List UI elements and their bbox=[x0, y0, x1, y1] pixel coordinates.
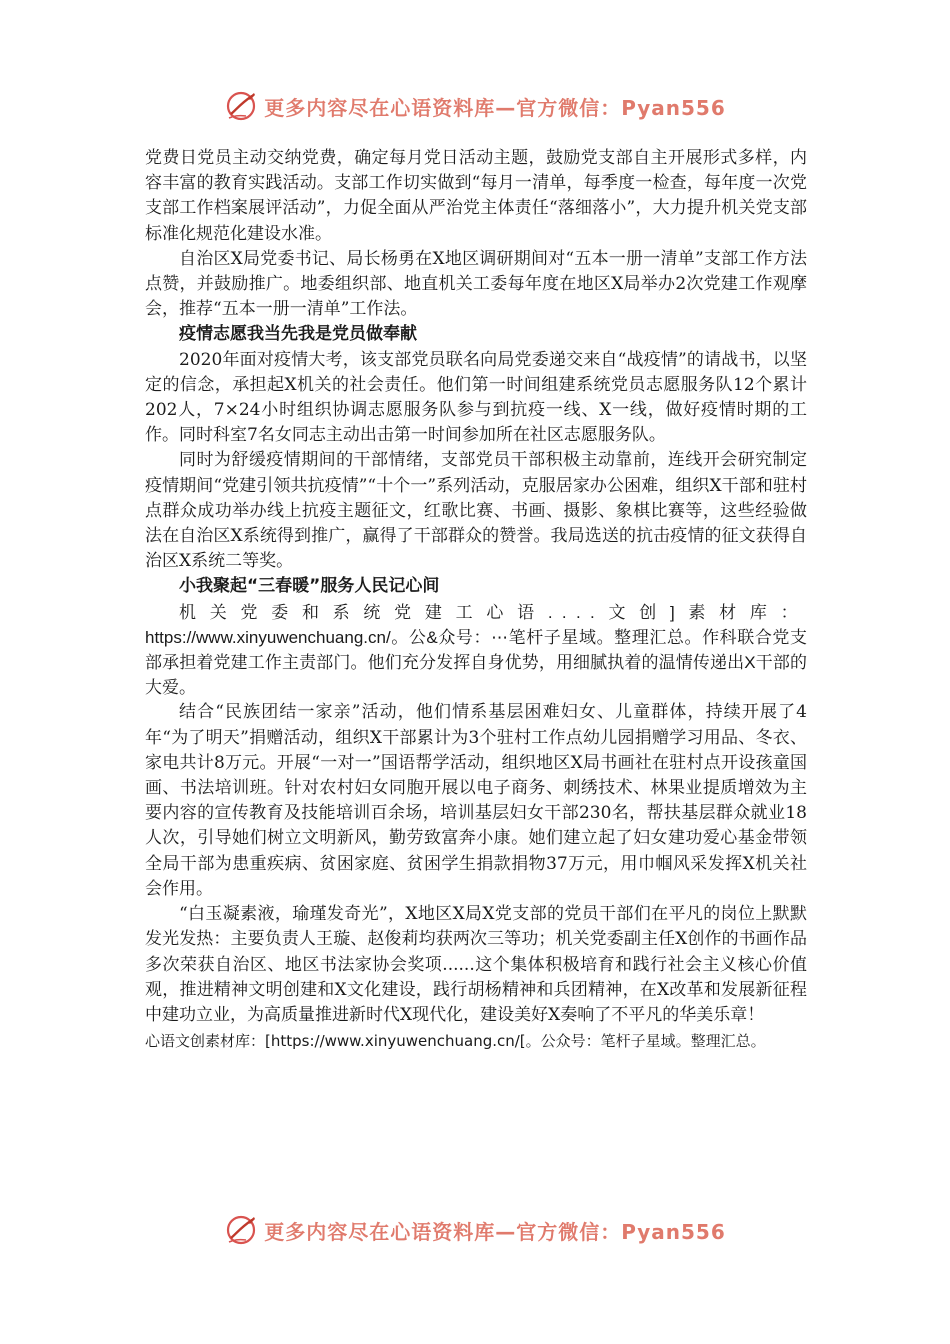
section-heading: 小我聚起“三春暖”服务人民记心间 bbox=[179, 576, 440, 597]
paragraph-rest: https://www.xinyuwenchuang.cn/。公&众号：⋯笔杆子星域。整理汇总。作科联合党支部承担着党建工作主责部门。他们充分发挥自身优势，用细腻执着的温情传递出X干部的大爱。 bbox=[145, 627, 807, 698]
pen-signature-icon bbox=[224, 88, 260, 124]
document-body bbox=[145, 146, 807, 1054]
header-banner bbox=[0, 84, 950, 128]
spread-lead-text: 机关党委和系统党建工心语....文创]素材库： bbox=[179, 602, 807, 622]
pen-signature-icon bbox=[224, 1212, 260, 1248]
paragraph-with-link bbox=[145, 600, 807, 701]
paragraph: 2020年面对疫情大考，该支部党员联名向局党委递交来自“战疫情”的请战书，以坚定的信念，承担起X机关的社会责任。他们第一时间组建系统党员志愿服务队12个累计202人，7×24小时组织协调志愿服务队参与到抗疫一线、X一线，做好疫情时期的工作。同时科室7名女同志主动出击第一时间参加所在社区志愿服务队。 bbox=[145, 349, 807, 446]
paragraph: 同时为舒缓疫情期间的干部情绪，支部党员干部积极主动靠前，连线开会研究制定疫情期间“党建引领共抗疫情”“十个一”系列活动，克服居家办公困难，组织X干部和驻村点群众成功举办线上抗疫主题征文，红歌比赛、书画、摄影、象棋比赛等，这些经验做法在自治区X系统得到推广，赢得了干部群众的赞誉。我局选送的抗击疫情的征文获得自治区X系统二等奖。 bbox=[145, 450, 807, 572]
footer-banner bbox=[0, 1208, 950, 1252]
source-note: 心语文创素材库：[https://www.xinyuwenchuang.cn/[。公众号：笔杆子星域。整理汇总。 bbox=[145, 1032, 766, 1051]
paragraph: 党费日党员主动交纳党费，确定每月党日活动主题，鼓励党支部自主开展形式多样，内容丰富的教育实践活动。支部工作切实做到“每月一清单，每季度一检查，每年度一次党支部工作档案展评活动”，力促全面从严治党主体责任“落细落小”，大力提升机关党支部标准化规范化建设水准。 bbox=[145, 148, 807, 244]
banner-text: 更多内容尽在心语资料库—官方微信：Pyan556 bbox=[264, 1219, 726, 1244]
section-heading: 疫情志愿我当先我是党员做奉献 bbox=[179, 324, 417, 345]
paragraph: “白玉凝素液，瑜瑾发奇光”，X地区X局X党支部的党员干部们在平凡的岗位上默默发光发热：主要负责人王璇、赵俊莉均获两次三等功；机关党委副主任X创作的书画作品多次荣获自治区、地区书法家协会奖项......这个集体积极培育和践行社会主义核心价值观，推进精神文明创建和X文化建设，践行胡杨精神和兵团精神，在X改革和发展新征程中建功立业，为高质量推进新时代X现代化，建设美好X奏响了不平凡的华美乐章！ bbox=[145, 904, 807, 1025]
paragraph: 结合“民族团结一家亲”活动，他们情系基层困难妇女、儿童群体，持续开展了4年“为了明天”捐赠活动，组织X干部累计为3个驻村工作点幼儿园捐赠学习用品、冬衣、家电共计8万元。开展“一对一”国语帮学活动，组织地区X局书画社在驻村点开设孩童国画、书法培训班。针对农村妇女同胞开展以电子商务、刺绣技术、林果业提质增效为主要内容的宣传教育及技能培训百余场，培训基层妇女干部230名，帮扶基层群众就业18人次，引导她们树立文明新风，勤劳致富奔小康。她们建立起了妇女建功爱心基金带领全局干部为患重疾病、贫困家庭、贫困学生捐款捐物37万元，用巾帼风采发挥X机关社会作用。 bbox=[145, 702, 807, 899]
paragraph: 自治区X局党委书记、局长杨勇在X地区调研期间对“五本一册一清单”支部工作方法点赞，并鼓励推广。地委组织部、地直机关工委每年度在地区X局举办2次党建工作观摩会，推荐“五本一册一清单”工作法。 bbox=[145, 248, 807, 320]
banner-text: 更多内容尽在心语资料库—官方微信：Pyan556 bbox=[264, 95, 726, 120]
